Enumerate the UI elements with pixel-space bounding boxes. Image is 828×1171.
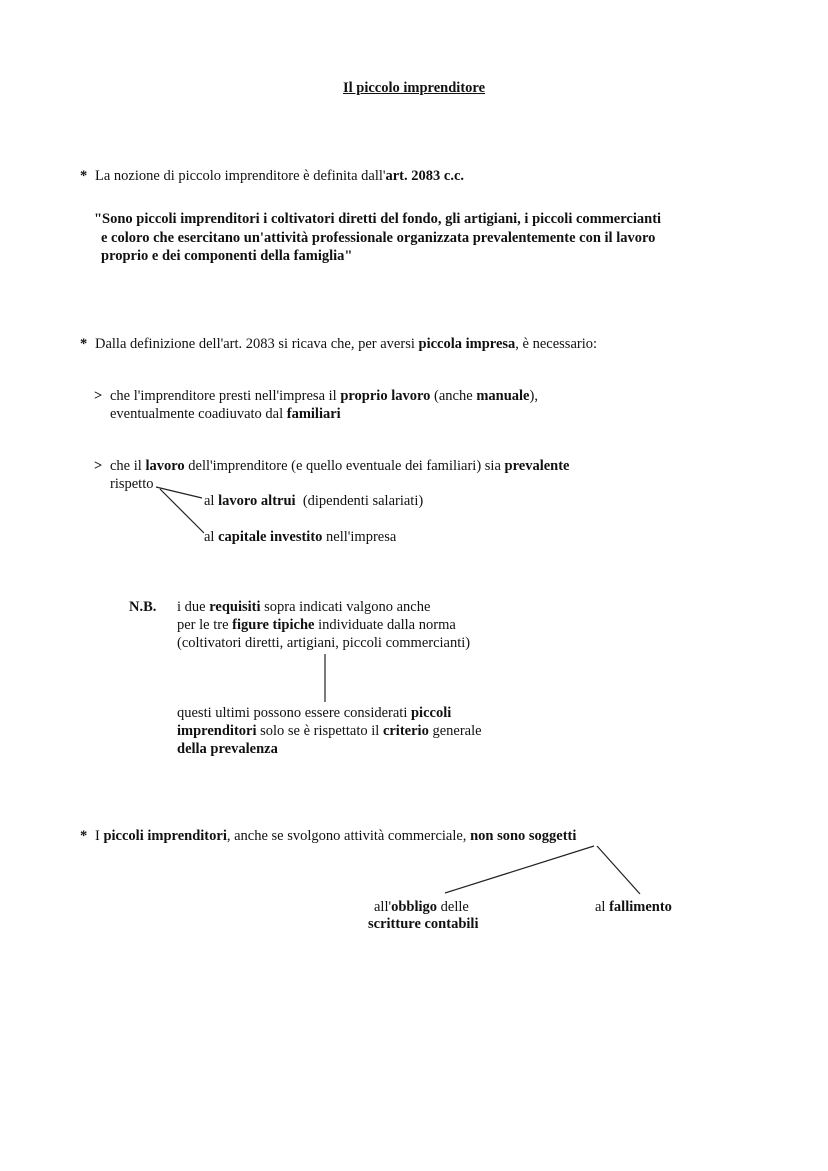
nb-label: N.B. xyxy=(129,599,157,615)
section-2-intro: * Dalla definizione dell'art. 2083 si ricava che, per aversi piccola impresa, è necessario: xyxy=(80,336,598,352)
nb-conclusion-line-2: imprenditori solo se è rispettato il criterio generale xyxy=(177,723,482,739)
section-3-intro: * I piccoli imprenditori, anche se svolgono attività commerciale, non sono soggetti xyxy=(80,828,577,844)
connector-rispetto-lavoro xyxy=(156,487,202,498)
rispetto-label: rispetto xyxy=(110,476,154,492)
bullet-arrow: > xyxy=(94,388,103,404)
bullet-asterisk: * xyxy=(80,168,88,184)
nb-line-2: per le tre figure tipiche individuate dalla norma xyxy=(177,617,456,633)
branch-fallimento: al fallimento xyxy=(595,899,672,915)
connector-soggetti-obbligo xyxy=(445,846,594,893)
nb-line-1: i due requisiti sopra indicati valgono anche xyxy=(177,599,431,615)
bullet-asterisk: * xyxy=(80,828,88,844)
bullet-arrow: > xyxy=(94,458,103,474)
nb-conclusion-line-1: questi ultimi possono essere considerati piccoli xyxy=(177,705,452,721)
branch-capitale-investito: al capitale investito nell'impresa xyxy=(204,529,397,545)
nb-conclusion-line-3: della prevalenza xyxy=(177,741,278,757)
branch-lavoro-altrui: al lavoro altrui (dipendenti salariati) xyxy=(204,493,424,509)
nb-line-3: (coltivatori diretti, artigiani, piccoli commercianti) xyxy=(177,635,471,651)
quote-line-2: e coloro che esercitano un'attività professionale organizzata prevalentemente con il lavoro xyxy=(101,230,656,246)
quote-line-3: proprio e dei componenti della famiglia" xyxy=(101,248,353,264)
branch-obbligo-line-2: scritture contabili xyxy=(368,916,479,932)
requirement-2-line-1: > che il lavoro dell'imprenditore (e quello eventuale dei familiari) sia prevalente xyxy=(94,458,570,474)
bullet-asterisk: * xyxy=(80,336,88,352)
connector-soggetti-fallimento xyxy=(597,846,640,894)
branch-obbligo-line-1: all'obbligo delle xyxy=(374,899,469,915)
page-title: Il piccolo imprenditore xyxy=(342,80,486,96)
requirement-1-line-1: > che l'imprenditore presti nell'impresa il proprio lavoro (anche manuale), xyxy=(94,388,538,404)
connector-rispetto-capitale xyxy=(160,489,204,533)
quote-line-1: "Sono piccoli imprenditori i coltivatori diretti del fondo, gli artigiani, i piccoli commercianti xyxy=(94,211,662,227)
section-1-intro: * La nozione di piccolo imprenditore è definita dall'art. 2083 c.c. xyxy=(80,168,465,184)
requirement-1-line-2: eventualmente coadiuvato dal familiari xyxy=(110,406,341,422)
